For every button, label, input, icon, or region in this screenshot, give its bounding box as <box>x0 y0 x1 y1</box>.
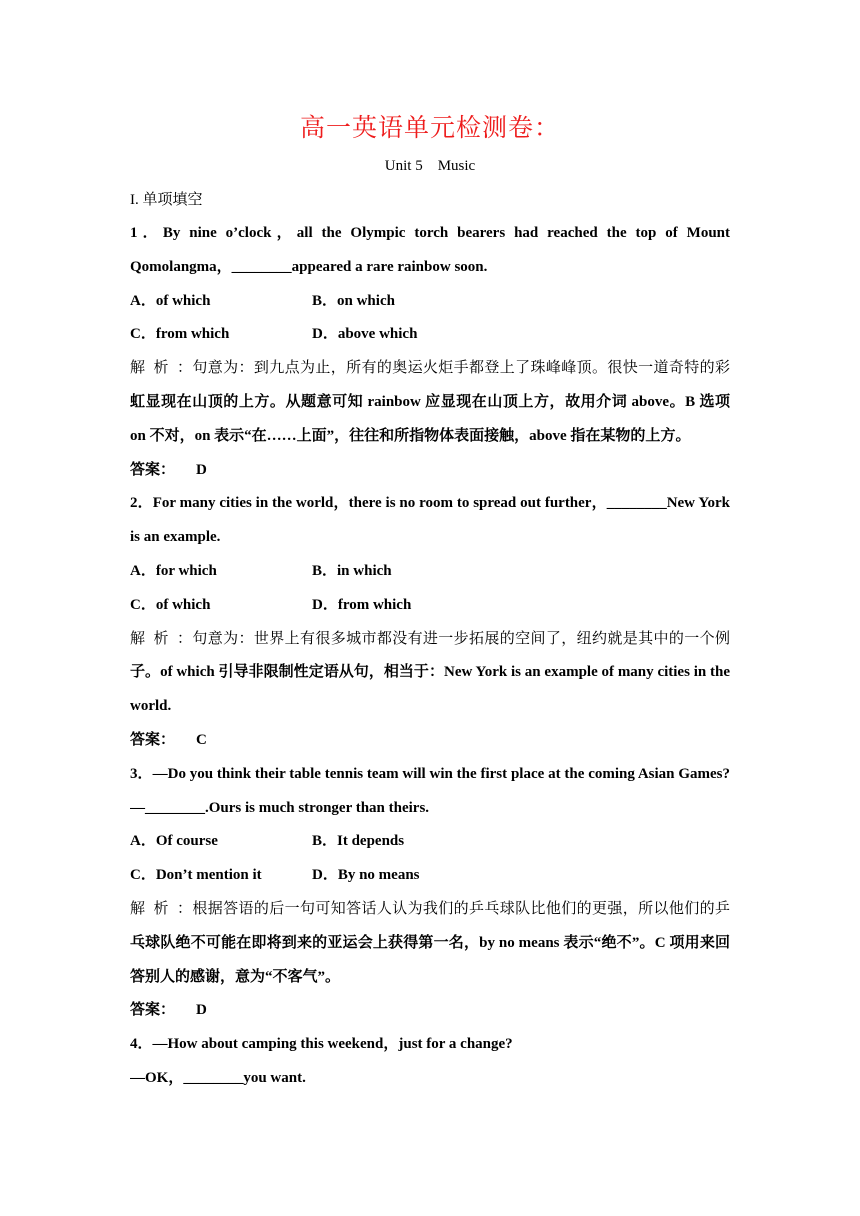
section-heading: I. 单项填空 <box>130 192 203 208</box>
question-1-options-row-2 <box>130 318 730 352</box>
question-list <box>130 217 730 1096</box>
question-1-option-a: A．of which <box>130 292 211 309</box>
question-1-option-c: C．from which <box>130 326 230 343</box>
analysis-label: 解析： <box>130 360 192 377</box>
answer-label: 答案： <box>130 1002 176 1019</box>
answer-value: D <box>196 461 207 478</box>
question-3-stem-line-1: 3．—Do you think their table tennis team will win the first place at the coming Asian Games? <box>130 765 730 782</box>
question-1-option-d: D．above which <box>312 326 418 343</box>
answer-value: C <box>196 731 207 748</box>
question-3-analysis-line-1 <box>130 893 730 927</box>
answer-value: D <box>196 1002 207 1019</box>
analysis-label: 解析： <box>130 900 192 917</box>
analysis-text: 根据答语的后一句可知答话人认为我们的乒乓球队比他们的更强，所以他们的乒 <box>192 900 730 917</box>
question-2-option-c: C．of which <box>130 596 211 613</box>
question-3-options-row-1 <box>130 825 730 859</box>
question-1-stem-line-2: Qomolangma，________appeared a rare rainbow soon. <box>130 258 488 275</box>
question-2-analysis-line-1 <box>130 623 730 657</box>
page-title: 高一英语单元检测卷： <box>299 115 560 142</box>
question-1-analysis-line-2: 虹显现在山顶的上方。从题意可知 rainbow 应显现在山顶上方，故用介词 above。B 选项 <box>130 393 730 410</box>
question-4-stem-line-2: —OK，________you want. <box>130 1069 306 1086</box>
question-3-options-row-2 <box>130 859 730 893</box>
question-1-analysis-line-1 <box>130 352 730 386</box>
answer-label: 答案： <box>130 461 176 478</box>
question-3-analysis-line-2: 乓球队绝不可能在即将到来的亚运会上获得第一名，by no means 表示“绝不”。C 项用来回 <box>130 934 730 951</box>
question-2-answer <box>130 724 730 758</box>
question-2-options-row-1 <box>130 555 730 589</box>
unit-subtitle: Unit 5 Music <box>384 158 476 174</box>
question-2-option-d: D．from which <box>312 596 412 613</box>
question-2-option-b: B．in which <box>312 562 392 579</box>
question-2-stem-line-2: is an example. <box>130 529 221 546</box>
question-3-analysis-line-3: 答别人的感谢，意为“不客气”。 <box>130 968 341 985</box>
question-1-stem-line-1: 1．By nine o’clock，all the Olympic torch bearers had reached the top of Mount <box>130 225 730 241</box>
analysis-label: 解析： <box>130 630 192 647</box>
analysis-text: 句意为：到九点为止，所有的奥运火炬手都登上了珠峰峰顶。很快一道奇特的彩 <box>192 360 730 377</box>
question-3-answer <box>130 994 730 1028</box>
question-2-stem-line-1: 2．For many cities in the world，there is no room to spread out further，________New York <box>130 495 730 512</box>
question-3-option-a: A．Of course <box>130 833 218 850</box>
analysis-text: 句意为：世界上有很多城市都没有进一步拓展的空间了，纽约就是其中的一个例 <box>192 630 730 647</box>
question-3-option-c: C．Don’t mention it <box>130 867 262 884</box>
question-3-stem-line-2: —________.Ours is much stronger than theirs. <box>130 799 430 816</box>
question-2-option-a: A．for which <box>130 562 217 579</box>
question-1-answer <box>130 454 730 488</box>
question-3-option-b: B．It depends <box>312 833 405 850</box>
question-2-analysis-line-3: world. <box>130 698 172 715</box>
question-2-options-row-2 <box>130 589 730 623</box>
question-1-option-b: B．on which <box>312 292 395 309</box>
question-1-options-row-1 <box>130 285 730 319</box>
question-4-stem-line-1: 4．—How about camping this weekend，just for a change? <box>130 1036 513 1053</box>
answer-label: 答案： <box>130 731 176 748</box>
question-2-analysis-line-2: 子。of which 引导非限制性定语从句，相当于：New York is an example of many cities in the <box>130 664 730 681</box>
question-1-analysis-line-3: on 不对，on 表示“在……上面”，往往和所指物体表面接触，above 指在某物的上方。 <box>130 427 691 444</box>
question-3-option-d: D．By no means <box>312 867 420 884</box>
